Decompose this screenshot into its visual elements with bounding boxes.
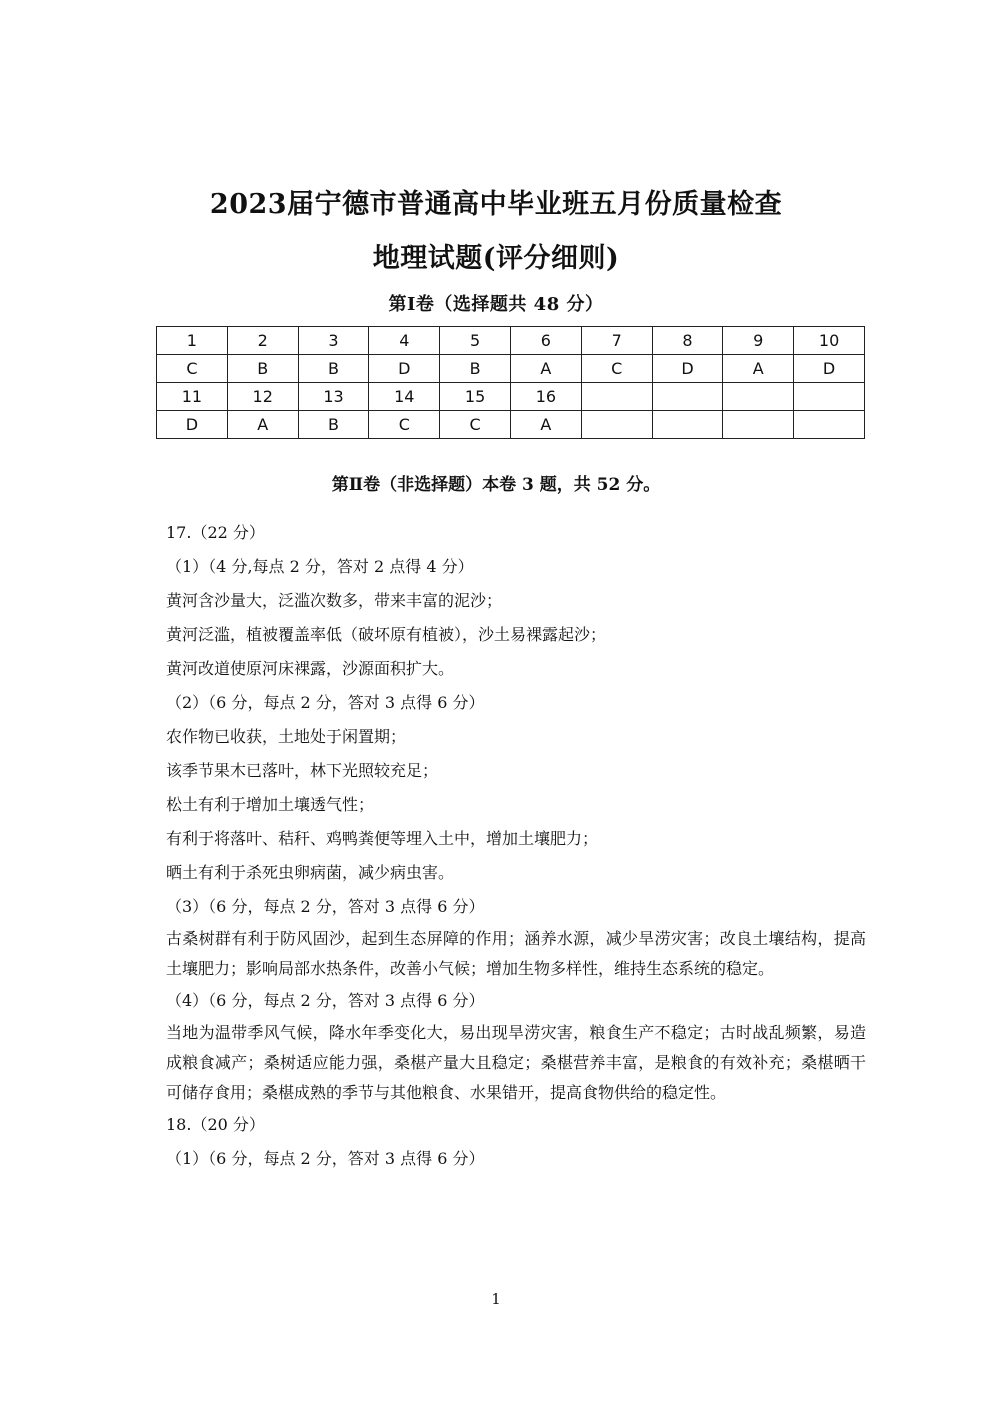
q17-part2-line: 晒土有利于杀死虫卵病菌，减少病虫害。 [166, 863, 455, 882]
page-number: 1 [491, 1290, 501, 1308]
q17-part2-header: （2）（6 分，每点 2 分，答对 3 点得 6 分） [166, 693, 485, 712]
answer-table-cell: D [157, 411, 228, 439]
answer-table-cell: C [157, 355, 228, 383]
answer-table-cell [652, 383, 723, 411]
q17-part1-line: 黄河改道使原河床裸露，沙源面积扩大。 [166, 659, 455, 678]
answer-table-cell: 9 [723, 327, 794, 355]
answer-table-cell: A [510, 355, 581, 383]
q17-part3-header: （3）（6 分，每点 2 分，答对 3 点得 6 分） [166, 897, 485, 916]
answer-table-cell: 5 [440, 327, 511, 355]
section2-title: 第Ⅱ卷（非选择题）本卷 3 题，共 52 分。 [331, 475, 661, 495]
answer-table-cell: D [369, 355, 440, 383]
q18-header: 18.（20 分） [166, 1115, 265, 1134]
answer-table-cell: 1 [157, 327, 228, 355]
q17-part1-header: （1）（4 分,每点 2 分，答对 2 点得 4 分） [166, 557, 474, 576]
answer-table-cell: 16 [510, 383, 581, 411]
answer-table-cell: B [298, 355, 369, 383]
answer-table-cell [723, 411, 794, 439]
answer-table-cell: 2 [227, 327, 298, 355]
answer-table-cell: C [581, 355, 652, 383]
q18-part1-header: （1）（6 分，每点 2 分，答对 3 点得 6 分） [166, 1149, 485, 1168]
answer-table-row [157, 383, 865, 411]
q17-part4-header: （4）（6 分，每点 2 分，答对 3 点得 6 分） [166, 991, 485, 1010]
answer-table-cell [723, 383, 794, 411]
document-subtitle: 地理试题(评分细则) [372, 243, 620, 274]
answer-table-cell: 14 [369, 383, 440, 411]
answer-table-cell: 3 [298, 327, 369, 355]
answer-table-cell: B [298, 411, 369, 439]
answer-table-cell: D [794, 355, 865, 383]
answer-table-cell: C [369, 411, 440, 439]
q17-part1-line: 黄河泛滥，植被覆盖率低（破坏原有植被），沙土易裸露起沙； [166, 625, 607, 644]
answer-table-cell: A [227, 411, 298, 439]
scoring-details [166, 516, 866, 1176]
q17-header: 17.（22 分） [166, 523, 265, 542]
answer-table-cell: 10 [794, 327, 865, 355]
q17-part2-line: 该季节果木已落叶，林下光照较充足； [166, 761, 439, 780]
answer-table-cell [794, 383, 865, 411]
answer-table-cell [652, 411, 723, 439]
q17-part3-text: 古桑树群有利于防风固沙，起到生态屏障的作用；涵养水源，减少旱涝灾害；改良土壤结构，提高土壤肥力；影响局部水热条件，改善小气候；增加生物多样性，维持生态系统的稳定。 [166, 929, 866, 978]
answer-table-cell: 7 [581, 327, 652, 355]
answer-table-row [157, 355, 865, 383]
answer-table-row [157, 411, 865, 439]
answer-table-row [157, 327, 865, 355]
section1-title: 第Ⅰ卷（选择题共 48 分） [388, 294, 604, 315]
document-title: 2023届宁德市普通高中毕业班五月份质量检查 [209, 189, 783, 220]
answer-table-cell: A [723, 355, 794, 383]
answer-table-cell [581, 411, 652, 439]
answer-table-cell: B [440, 355, 511, 383]
answer-table-cell: A [510, 411, 581, 439]
answer-table [156, 326, 865, 439]
answer-table-cell [581, 383, 652, 411]
q17-part2-line: 有利于将落叶、秸秆、鸡鸭粪便等埋入土中，增加土壤肥力； [166, 829, 599, 848]
answer-table-cell: 11 [157, 383, 228, 411]
answer-table-cell [794, 411, 865, 439]
answer-table-cell: 15 [440, 383, 511, 411]
q17-part1-line: 黄河含沙量大，泛滥次数多，带来丰富的泥沙； [166, 591, 503, 610]
q17-part2-line: 松土有利于增加土壤透气性； [166, 795, 375, 814]
answer-table-cell: 8 [652, 327, 723, 355]
answer-table-cell: C [440, 411, 511, 439]
answer-table-cell: D [652, 355, 723, 383]
answer-table-cell: 4 [369, 327, 440, 355]
answer-table-cell: 12 [227, 383, 298, 411]
answer-table-cell: 13 [298, 383, 369, 411]
q17-part4-text: 当地为温带季风气候，降水年季变化大，易出现旱涝灾害，粮食生产不稳定；古时战乱频繁，易造成粮食减产；桑树适应能力强，桑椹产量大且稳定；桑椹营养丰富，是粮食的有效补充；桑椹晒干可储存食用；桑椹成熟的季节与其他粮食、水果错开，提高食物供给的稳定性。 [166, 1023, 866, 1102]
answer-table-cell: 6 [510, 327, 581, 355]
q17-part2-line: 农作物已收获，土地处于闲置期； [166, 727, 407, 746]
answer-table-cell: B [227, 355, 298, 383]
